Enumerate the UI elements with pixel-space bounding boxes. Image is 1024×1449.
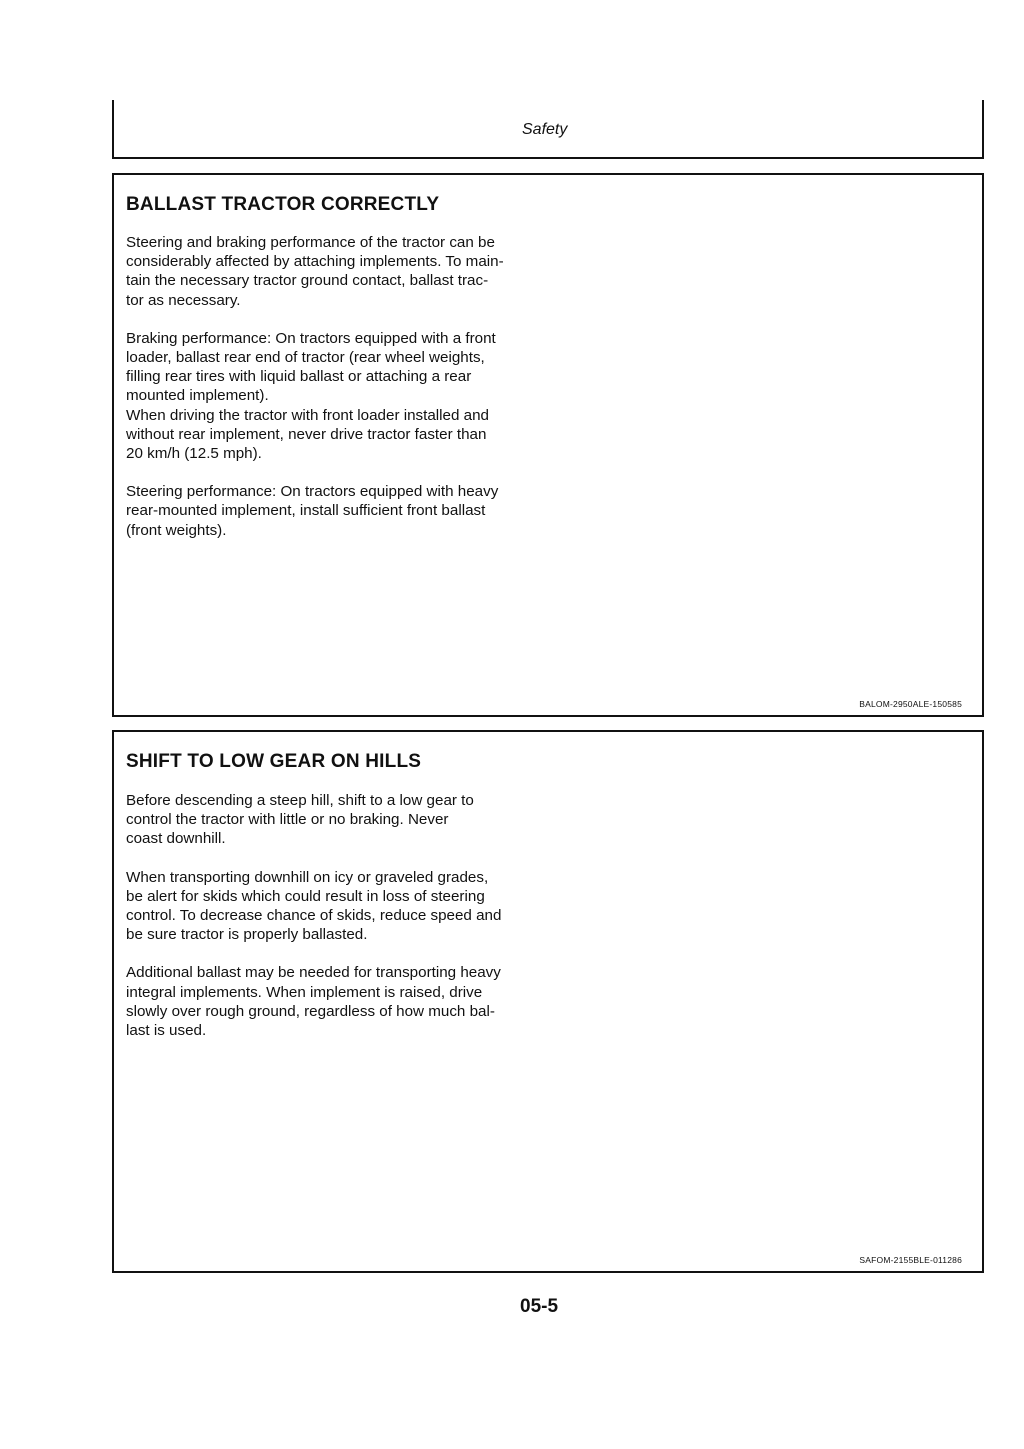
section-body xyxy=(126,233,566,559)
section-ballast-tractor xyxy=(112,173,984,717)
paragraph: Steering performance: On tractors equipped with heavy rear-mounted implement, install sufficient front ballast (front weights). xyxy=(126,483,499,539)
section-reference-code: BALOM-2950ALE-150585 xyxy=(859,699,962,709)
paragraph: When transporting downhill on icy or graveled grades, be alert for skids which could result in loss of steering control. To decrease chance of skids, reduce speed and be sure tractor is properly ballasted. xyxy=(126,868,502,944)
page-number: 05-5 xyxy=(520,1296,559,1317)
section-title: SHIFT TO LOW GEAR ON HILLS xyxy=(126,751,422,772)
paragraph: Before descending a steep hill, shift to a low gear to control the tractor with little or no braking. Never coast downhill. xyxy=(126,792,474,848)
paragraph: Steering and braking performance of the tractor can be considerably affected by attaching implements. To main- tain the necessary tractor ground contact, ballast trac- tor as necessary. xyxy=(126,234,504,309)
section-shift-low-gear xyxy=(112,730,984,1273)
paragraph: Braking performance: On tractors equipped with a front loader, ballast rear end of tractor (rear wheel weights, filling rear tires with liquid ballast or attaching a rear mounted implement). When driving the tractor with front loader installed and without rear implement, never drive tractor faster than 20 km/h (12.5 mph). xyxy=(126,329,496,463)
section-reference-code: SAFOM-2155BLE-011286 xyxy=(859,1255,962,1265)
paragraph: Additional ballast may be needed for transporting heavy integral implements. When implement is raised, drive slowly over rough ground, regardless of how much bal- last is used. xyxy=(126,964,501,1040)
section-title: BALLAST TRACTOR CORRECTLY xyxy=(126,194,440,215)
section-body xyxy=(126,791,566,1059)
page-header-title: Safety xyxy=(522,121,568,138)
